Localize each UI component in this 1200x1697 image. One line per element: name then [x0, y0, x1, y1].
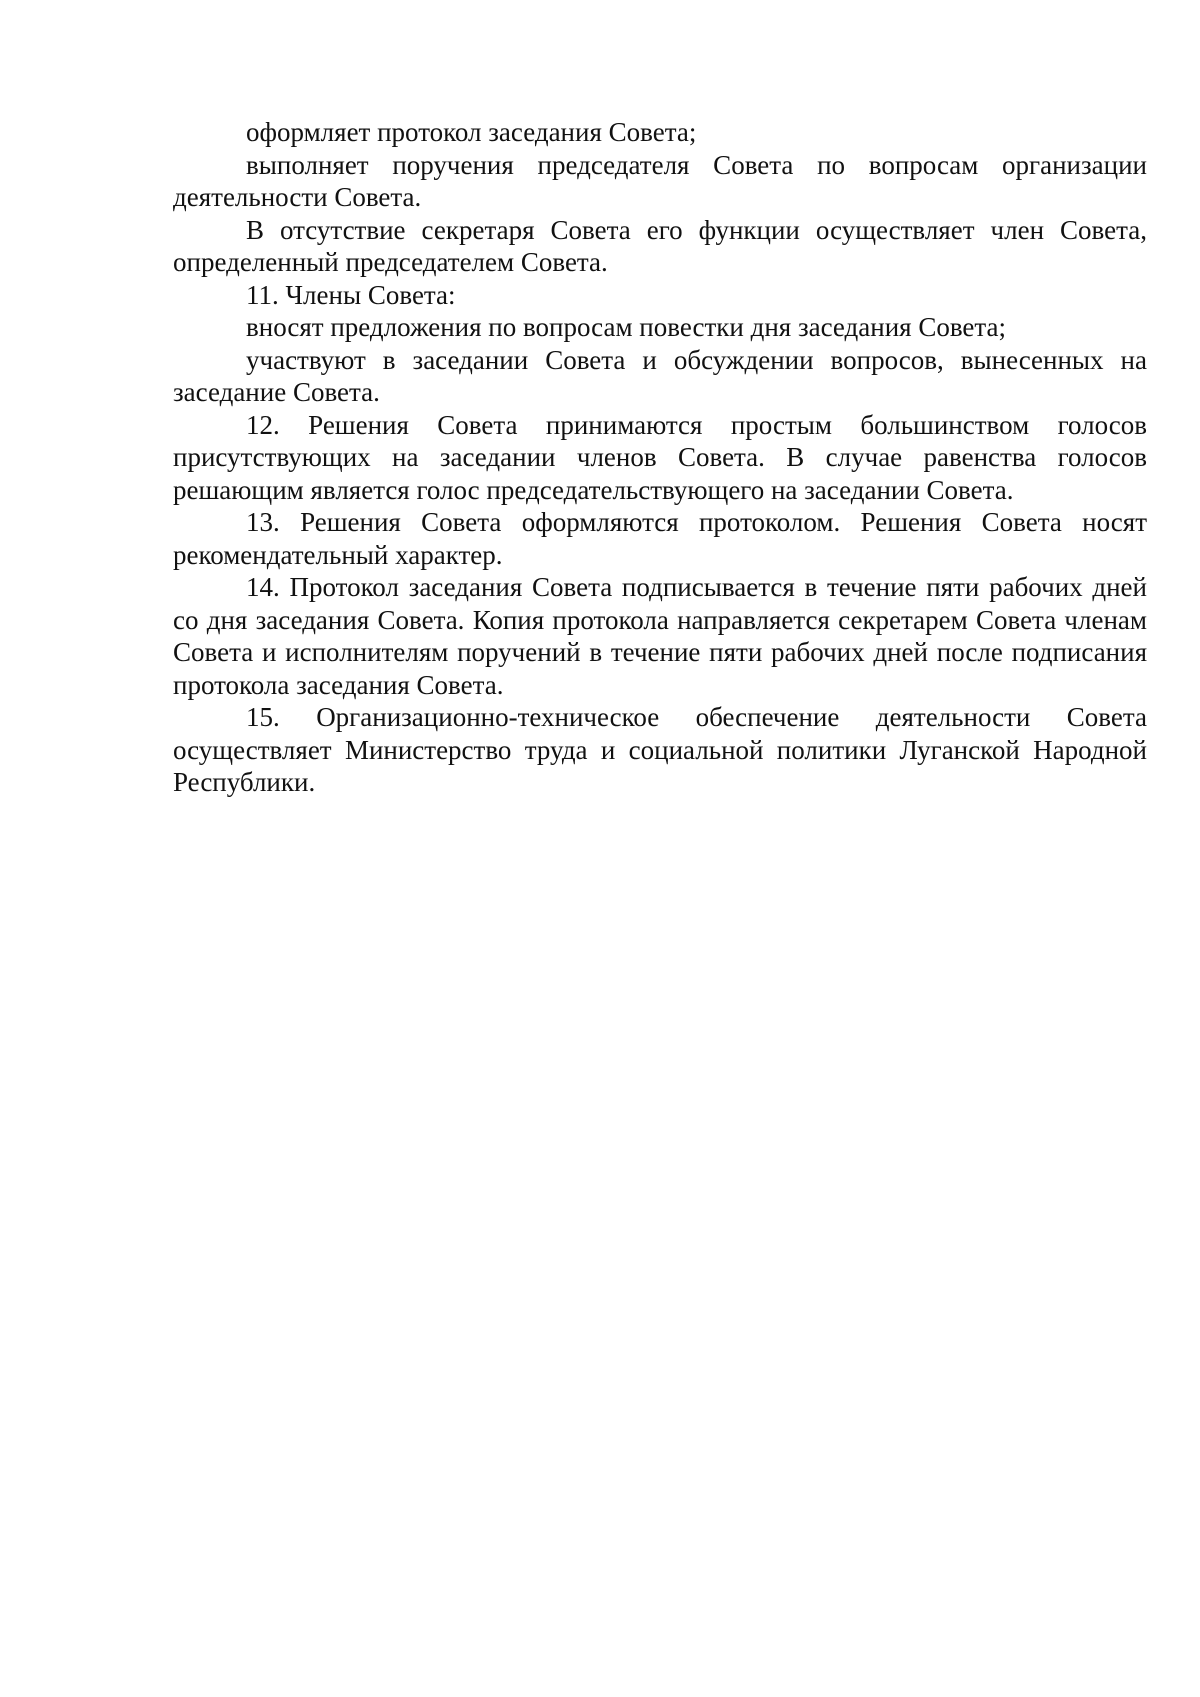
paragraph-5: вносят предложения по вопросам повестки дня заседания Совета;: [246, 312, 1007, 342]
paragraph-10: 15. Организационно-техническое обеспечение деятельности Совета осуществляет Министерство труда и социальной политики Луганской Народной Республики.: [173, 702, 1147, 797]
paragraph-9: 14. Протокол заседания Совета подписывается в течение пяти рабочих дней со дня заседания Совета. Копия протокола направляется секретарем Совета членам Совета и исполнителям поручений в течение пяти рабочих дней после подписания протокола заседания Совета.: [173, 572, 1147, 700]
paragraph-6: участвуют в заседании Совета и обсуждении вопросов, вынесенных на заседание Совета.: [173, 344, 1147, 407]
paragraph-7: 12. Решения Совета принимаются простым большинством голосов присутствующих на заседании членов Совета. В случае равенства голосов решающим является голос председательствующего на заседании Совета.: [173, 409, 1147, 505]
paragraph-2: выполняет поручения председателя Совета по вопросам организации деятельности Совета.: [173, 149, 1147, 212]
paragraph-4: 11. Члены Совета:: [246, 279, 456, 310]
paragraph-3: В отсутствие секретаря Совета его функции осуществляет член Совета, определенный председателем Совета.: [173, 214, 1147, 277]
document-body: [173, 116, 1147, 799]
paragraph-1: оформляет протокол заседания Совета;: [246, 117, 697, 147]
paragraph-8: 13. Решения Совета оформляются протоколом. Решения Совета носят рекомендательный характер.: [173, 507, 1147, 570]
